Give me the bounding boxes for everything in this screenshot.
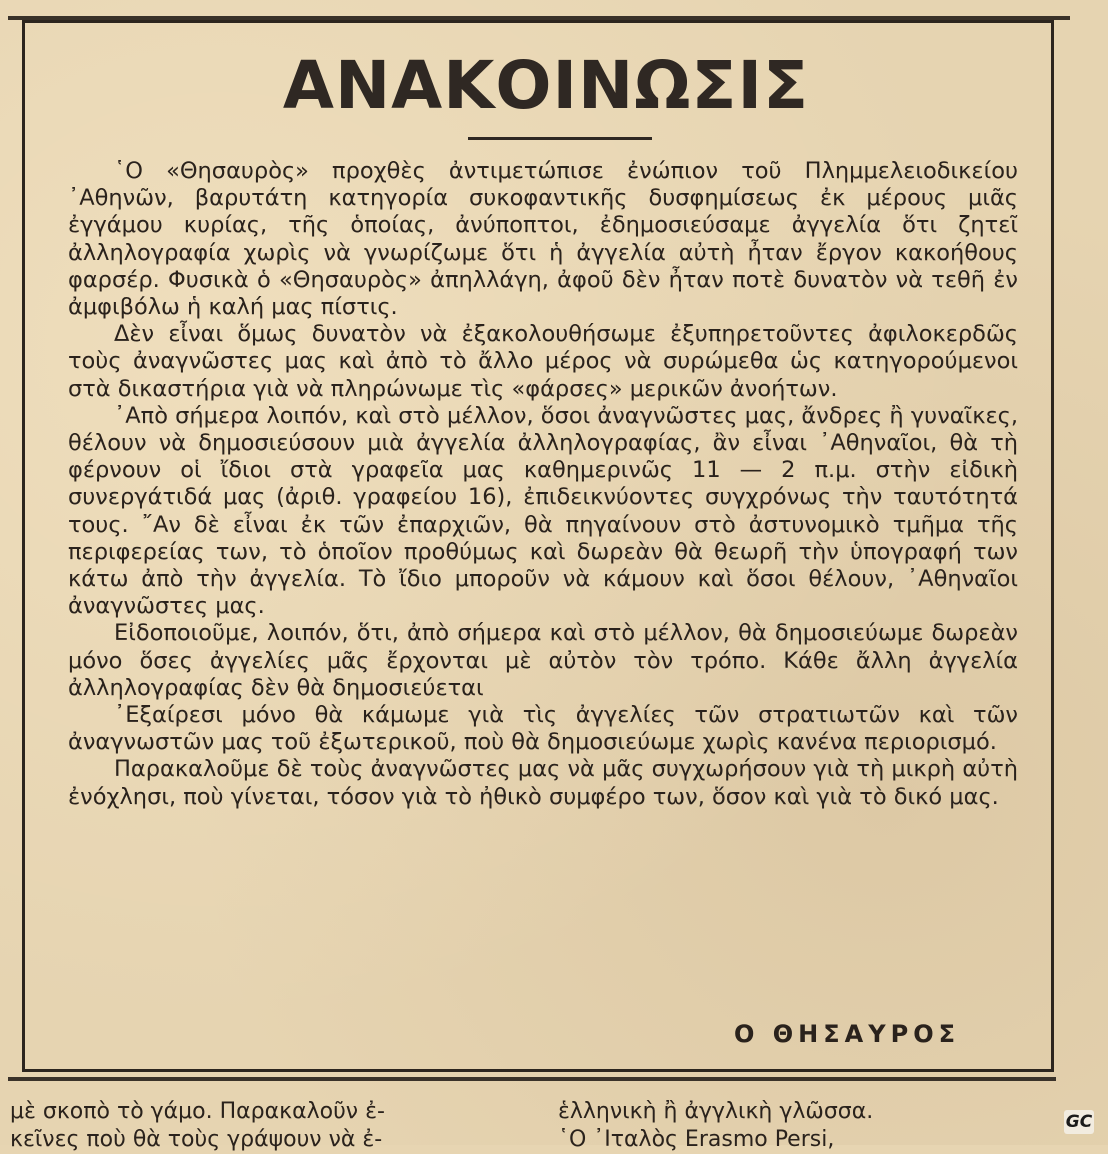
paragraph-5: ᾿Εξαίρεσι μόνο θὰ κάμωμε γιὰ τὶς ἀγγελίες τῶν στρατιωτῶν καὶ τῶν ἀναγνωστῶν μας τοῦ ἐξωτερικοῦ, ποὺ θὰ δημοσιεύωμε χωρὶς κανένα περιορισμό. bbox=[68, 702, 1018, 756]
next-article-left-column bbox=[10, 1098, 500, 1154]
right-column-line: ἑλληνικὴ ἢ ἀγγλικὴ γλῶσσα. bbox=[558, 1099, 874, 1124]
paragraph-2: Δὲν εἶναι ὅμως δυνατὸν νὰ ἐξακολουθήσωμε ἐξυπηρετοῦντες ἀφιλοκερδῶς τοὺς ἀναγνῶστες μας καὶ ἀπὸ τὸ ἄλλο μέρος νὰ συρώμεθα ὡς κατηγορούμενοι στὰ δικαστήρια γιὰ νὰ πληρώνωμε τὶς «φάρσες» μερικῶν ἀνοήτων. bbox=[68, 321, 1018, 402]
bottom-rule bbox=[8, 1077, 1056, 1081]
title-underline bbox=[468, 137, 652, 140]
signature: Ο ΘΗΣΑΥΡΟΣ bbox=[734, 1020, 960, 1048]
paragraph-4: Εἰδοποιοῦμε, λοιπόν, ὅτι, ἀπὸ σήμερα καὶ στὸ μέλλον, θὰ δημοσιεύωμε δωρεὰν μόνο ὅσες ἀγγελίες μᾶς ἔρχονται μὲ αὐτὸν τὸν τρόπο. Κάθε ἄλλη ἀγγελία ἀλληλογραφίας δὲν θὰ δημοσιεύεται bbox=[68, 620, 1018, 701]
paragraph-3: ᾿Απὸ σήμερα λοιπόν, καὶ στὸ μέλλον, ὅσοι ἀναγνῶστες μας, ἄνδρες ἢ γυναῖκες, θέλουν νὰ δημοσιεύσουν μιὰ ἀγγελία ἀλληλογραφίας, ἂν εἶναι ᾿Αθηναῖοι, θὰ τὴ φέρνουν οἱ ἴδιοι στὰ γραφεῖα μας καθημερινῶς 11 — 2 π.μ. στὴν εἰδικὴ συνεργάτιδά μας (ἀριθ. γραφείου 16), ἐπιδεικνύοντες συγχρόνως τὴν ταυτότητά τους. ῎Αν δὲ εἶναι ἐκ τῶν ἐπαρχιῶν, θὰ πηγαίνουν στὸ ἀστυνομικὸ τμῆμα τῆς περιφερείας των, τὸ ὁποῖον προθύμως καὶ δωρεὰν θὰ θεωρῆ τὴν ὑπογραφή των κάτω ἀπὸ τὴν ἀγγελία. Τὸ ἴδιο μποροῦν νὰ κάμουν καὶ ὅσοι θέλουν, ᾿Αθηναῖοι ἀναγνῶστες μας. bbox=[68, 402, 1018, 620]
right-column-line: ῾Ο ᾿Ιταλὸς Erasmo Persi, bbox=[558, 1127, 835, 1152]
announcement-title: ΑΝΑΚΟΙΝΩΣΙΣ bbox=[282, 47, 810, 124]
left-column-line: μὲ σκοπὸ τὸ γάμο. Παρακαλοῦν ἐ- bbox=[10, 1099, 385, 1124]
paragraph-1: ῾Ο «Θησαυρὸς» προχθὲς ἀντιμετώπισε ἐνώπιον τοῦ Πλημμελειοδικείου ᾿Αθηνῶν, βαρυτάτη κατηγορία συκοφαντικῆς δυσφημίσεως ἐκ μέρους μιᾶς ἐγγάμου κυρίας, τῆς ὁποίας, ἀνύποπτοι, ἐδημοσιεύσαμε ἀγγελία ὅτι ζητεῖ ἀλληλογραφία χωρὶς νὰ γνωρίζωμε ὅτι ἡ ἀγγελία αὐτὴ ἦταν ἔργον κακοήθους φαρσέρ. Φυσικὰ ὁ «Θησαυρὸς» ἀπηλλάγη, ἀφοῦ δὲν ἦταν ποτὲ δυνατὸν νὰ τεθῆ ἐν ἀμφιβόλω ἡ καλή μας πίστις. bbox=[68, 158, 1018, 321]
left-column-line: κεῖνες ποὺ θὰ τοὺς γράψουν νὰ ἐ- bbox=[10, 1127, 383, 1152]
paragraph-6: Παρακαλοῦμε δὲ τοὺς ἀναγνῶστες μας νὰ μᾶς συγχωρήσουν γιὰ τὴ μικρὴ αὐτὴ ἐνόχλησι, ποὺ γίνεται, τόσον γιὰ τὸ ἠθικὸ συμφέρο των, ὅσον καὶ γιὰ τὸ δικό μας. bbox=[68, 756, 1018, 810]
next-article-right-column bbox=[558, 1098, 1058, 1154]
watermark-logo: GC bbox=[1065, 1112, 1093, 1132]
announcement-body bbox=[68, 158, 1018, 811]
